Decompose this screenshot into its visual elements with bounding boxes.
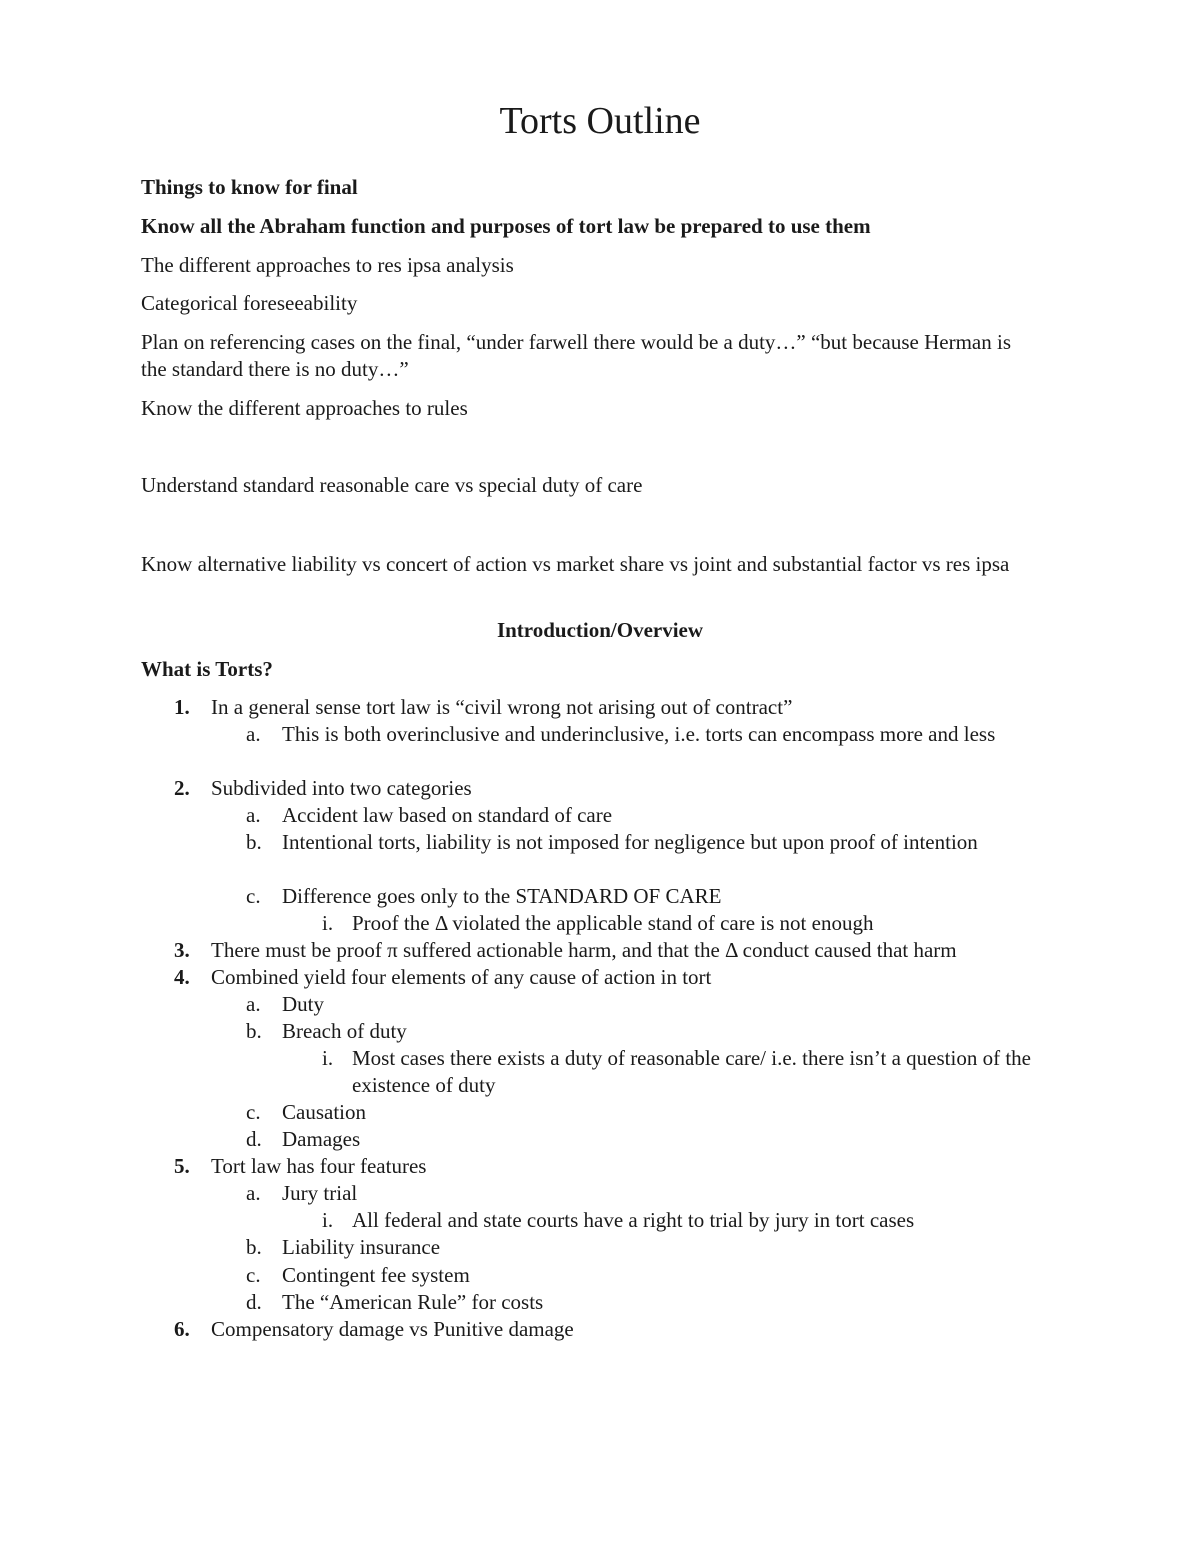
section-subheading: What is Torts? xyxy=(141,657,273,681)
list-item: Jury trial xyxy=(282,1181,358,1205)
categorical-note: Categorical foreseeability xyxy=(141,291,358,315)
list-item: The “American Rule” for costs xyxy=(282,1290,544,1314)
abraham-note: Know all the Abraham function and purposes of tort law be prepared to use them xyxy=(141,214,871,238)
list-item: Liability insurance xyxy=(282,1235,441,1259)
list-letter: c. xyxy=(246,1100,261,1124)
list-number: 6. xyxy=(174,1317,190,1341)
list-item: Proof the Δ violated the applicable stand of care is not enough xyxy=(352,911,874,935)
list-item: Breach of duty xyxy=(282,1019,407,1043)
list-roman: i. xyxy=(322,1208,334,1232)
list-item: Subdivided into two categories xyxy=(211,776,472,800)
list-item: Intentional torts, liability is not imposed for negligence but upon proof of intention xyxy=(282,830,978,854)
plan-note: Plan on referencing cases on the final, “under farwell there would be a duty…” “but because Herman is the standard there is no duty…” xyxy=(141,330,1011,381)
list-number: 4. xyxy=(174,965,190,989)
list-letter: a. xyxy=(246,992,261,1016)
list-roman: i. xyxy=(322,1046,334,1070)
list-letter: a. xyxy=(246,722,261,746)
list-item: There must be proof π suffered actionable harm, and that the Δ conduct caused that harm xyxy=(211,938,957,962)
list-roman: i. xyxy=(322,911,334,935)
list-item: All federal and state courts have a right to trial by jury in tort cases xyxy=(352,1208,915,1232)
list-item: Difference goes only to the STANDARD OF CARE xyxy=(282,884,722,908)
res-ipsa-note: The different approaches to res ipsa analysis xyxy=(141,253,514,277)
list-letter: b. xyxy=(246,1235,262,1259)
list-letter: b. xyxy=(246,830,262,854)
list-letter: d. xyxy=(246,1127,262,1151)
list-item: In a general sense tort law is “civil wrong not arising out of contract” xyxy=(211,695,793,719)
list-item: Combined yield four elements of any cause of action in tort xyxy=(211,965,712,989)
list-letter: c. xyxy=(246,1263,261,1287)
standard-care-note: Understand standard reasonable care vs special duty of care xyxy=(141,473,643,497)
list-item: Contingent fee system xyxy=(282,1263,470,1287)
list-number: 3. xyxy=(174,938,190,962)
list-item: Compensatory damage vs Punitive damage xyxy=(211,1317,574,1341)
list-number: 5. xyxy=(174,1154,190,1178)
list-item: Most cases there exists a duty of reasonable care/ i.e. there isn’t a question of the existence of duty xyxy=(352,1046,1031,1097)
section-heading: Introduction/Overview xyxy=(496,618,704,642)
alternative-liability-note: Know alternative liability vs concert of action vs market share vs joint and substantial factor vs res ipsa xyxy=(141,552,1010,576)
list-letter: a. xyxy=(246,803,261,827)
list-letter: b. xyxy=(246,1019,262,1043)
list-item: Damages xyxy=(282,1127,361,1151)
list-letter: c. xyxy=(246,884,261,908)
list-item: This is both overinclusive and underinclusive, i.e. torts can encompass more and less xyxy=(282,722,996,746)
list-letter: a. xyxy=(246,1181,261,1205)
list-number: 2. xyxy=(174,776,190,800)
list-item: Causation xyxy=(282,1100,366,1124)
list-letter: d. xyxy=(246,1290,262,1314)
list-item: Accident law based on standard of care xyxy=(282,803,613,827)
rules-note: Know the different approaches to rules xyxy=(141,396,468,420)
list-item: Tort law has four features xyxy=(211,1154,427,1178)
things-to-know-heading: Things to know for final xyxy=(141,175,358,199)
document-title: Torts Outline xyxy=(499,100,701,143)
list-number: 1. xyxy=(174,695,190,719)
list-item: Duty xyxy=(282,992,324,1016)
